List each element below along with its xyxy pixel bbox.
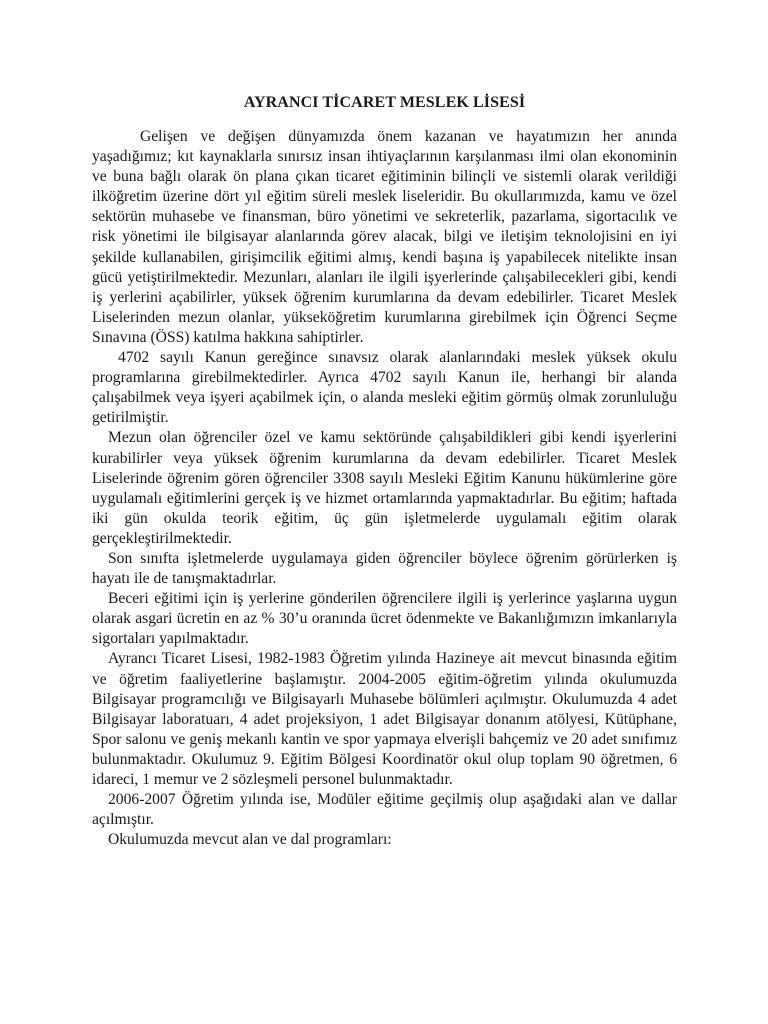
paragraph-programs-intro: Okulumuzda mevcut alan ve dal programları: — [108, 831, 392, 849]
paragraph-skill-training: Beceri eğitimi için iş yerlerine gönderilen öğrencilere ilgili iş yerlerince yaşlarına uygun olarak asgari ücretin en az % 30’u oranında ücret ödenmekte ve Bakanlığımızın imkanlarıyla sigortaları yapılmaktadır. — [92, 590, 677, 648]
paragraph-school-history: Ayrancı Ticaret Lisesi, 1982-1983 Öğretim yılında Hazineye ait mevcut binasında eğitim ve öğretim faaliyetlerine başlamıştır. 2004-2005 eğitim-öğretim yılında okulumuzda Bilgisayar programcılığı ve Bilgisayarlı Muhasebe bölümleri açılmıştır. Okulumuzda 4 adet Bilgisayar laboratuarı, 4 adet projeksiyon, 1 adet Bilgisayar donanım atölyesi, Kütüphane, Spor salonu ve geniş mekanlı kantin ve spor yapmaya elverişli bahçemiz ve 20 adet sınıfımız bulunmaktadır. Okulumuz 9. Eğitim Bölgesi Koordinatör okul olup toplam 90 öğretmen, 6 idareci, 1 memur ve 2 sözleşmeli personel bulunmaktadır. — [92, 650, 677, 788]
document-page — [92, 93, 677, 850]
paragraph-final-year: Son sınıfta işletmelerde uygulamaya giden öğrenciler böylece öğrenim görürlerken iş hayatı ile de tanışmaktadırlar. — [92, 549, 677, 588]
paragraph-modular-education: 2006-2007 Öğretim yılında ise, Modüler eğitime geçilmiş olup aşağıdaki alan ve dallar açılmıştır. — [92, 791, 677, 829]
paragraph-law-4702: 4702 sayılı Kanun gereğince sınavsız olarak alanlarındaki meslek yüksek okulu programlarına girebilmektedirler. Ayrıca 4702 sayılı Kanun ile, herhangi bir alanda çalışabilmek veya işyeri açabilmek için, o alanda mesleki eğitim görmüş olmak zorunluluğu getirilmiştir. — [92, 349, 677, 427]
paragraph-intro: Gelişen ve değişen dünyamızda önem kazanan ve hayatımızın her anında yaşadığımız; kıt kaynaklarla sınırsız insan ihtiyaçlarının karşılanması ilmi olan ekonominin ve buna bağlı olarak ön plana çıkan ticaret eğitiminin bilinçli ve sistemli olarak verildiği ilköğretim üzerine dört yıl eğitim süreli meslek liseleridir. Bu okullarımızda, kamu ve özel sektörün muhasebe ve finansman, büro yönetimi ve sekreterlik, pazarlama, sigortacılık ve risk yönetimi ile bilgisayar alanlarında görev alacak, bilgi ve iletişim teknolojisini en iyi şekilde kullanabilen, girişimcilik eğitimi almış, kendi başına iş yapabilecek nitelikte insan gücü yetiştirilmektedir. Mezunları, alanları ile ilgili işyerlerinde çalışabilecekleri gibi, kendi iş yerlerini açabilirler, yüksek öğrenim kurumlarına da devam edebilirler. Ticaret Meslek Liselerinden mezun olanlar, yükseköğretim kurumlarına girebilmek için Öğrenci Seçme Sınavına (ÖSS) katılma hakkına sahiptirler. — [92, 128, 677, 346]
paragraph-graduates: Mezun olan öğrenciler özel ve kamu sektöründe çalışabildikleri gibi kendi işyerlerini kurabilirler veya yüksek öğrenim kurumlarına da devam edebilirler. Ticaret Meslek Liselerinde öğrenim gören öğrenciler 3308 sayılı Mesleki Eğitim Kanunu hükümlerine göre uygulamalı eğitimlerini gerçek iş ve hizmet ortamlarında yapmaktadırlar. Bu eğitim; haftada iki gün okulda teorik eğitim, üç gün işletmelerde uygulamalı eğitim olarak gerçekleştirilmektedir. — [92, 429, 677, 547]
document-title: AYRANCI TİCARET MESLEK LİSESİ — [243, 94, 526, 111]
